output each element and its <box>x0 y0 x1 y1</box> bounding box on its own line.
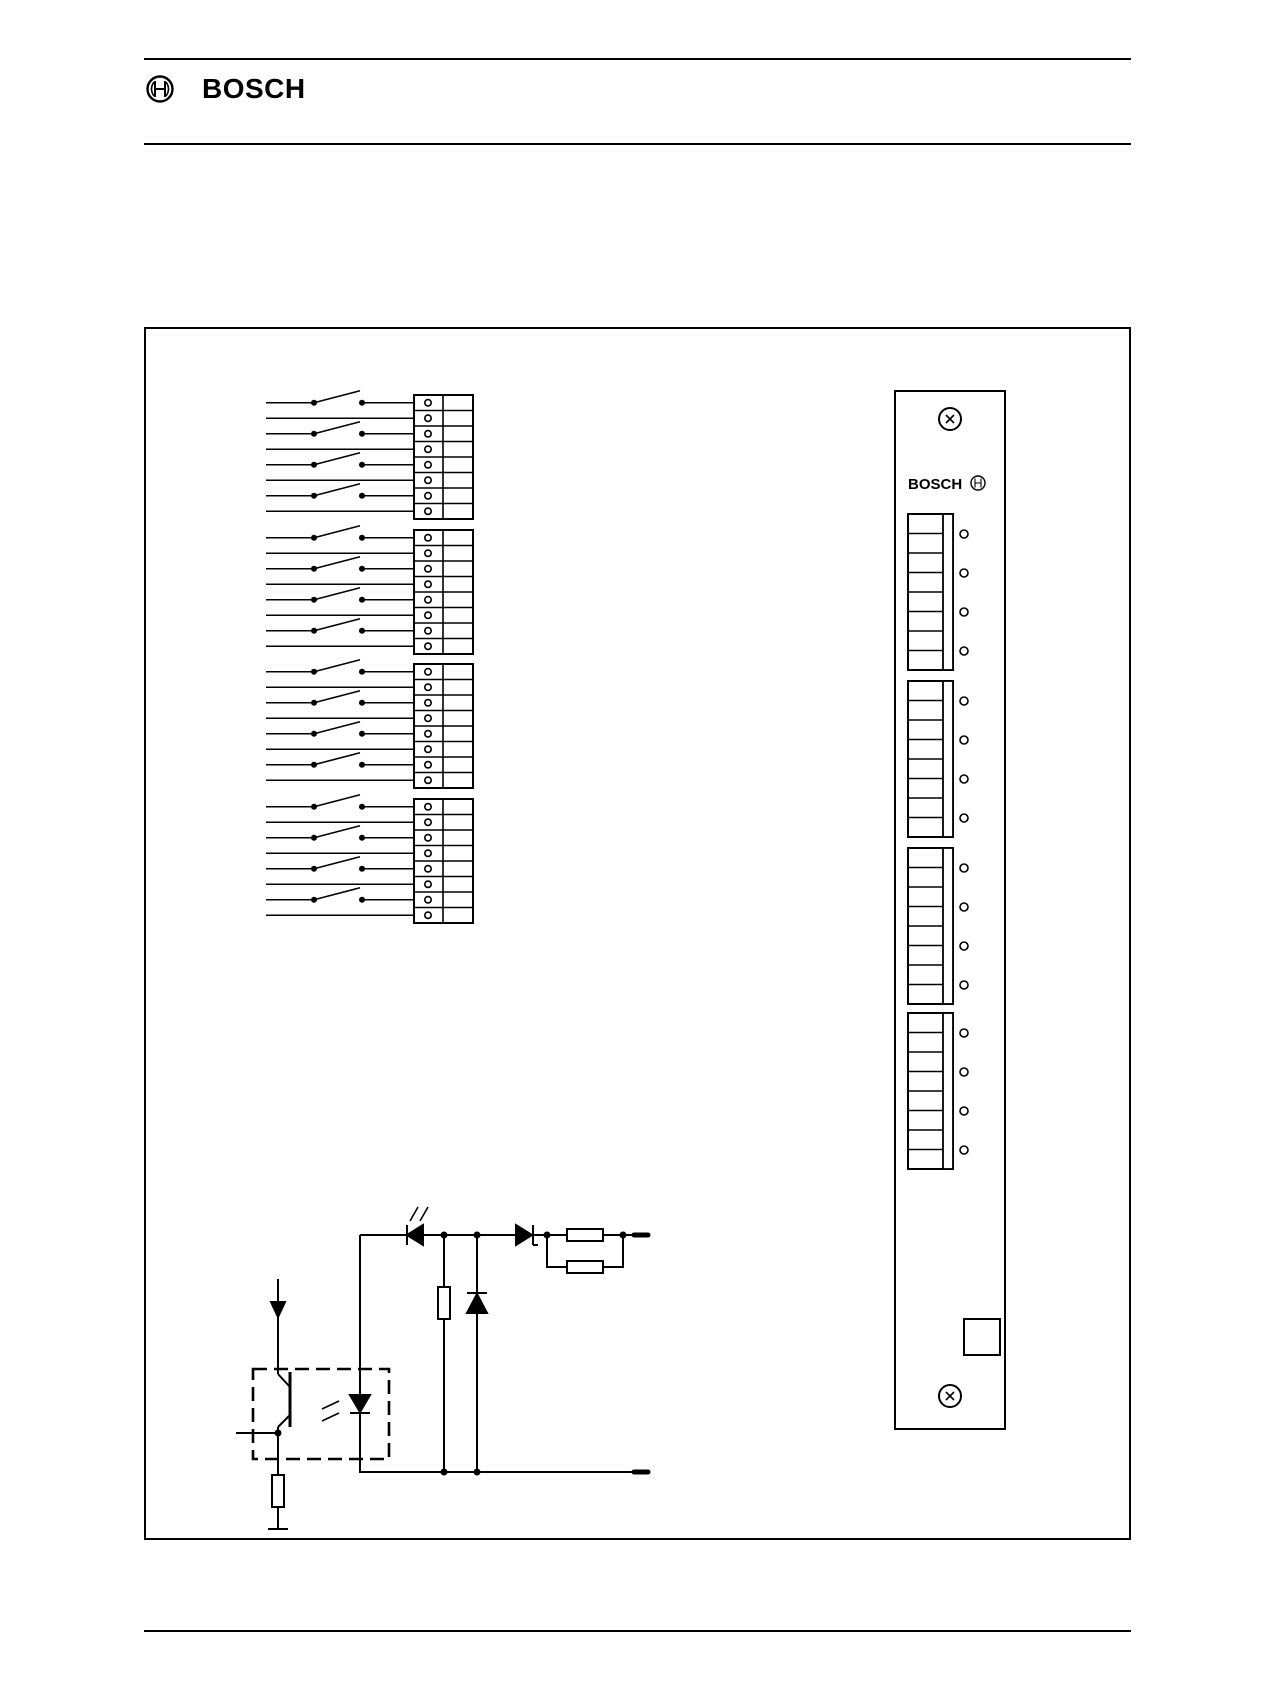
terminal-screw <box>425 746 431 752</box>
contact-blade <box>314 526 360 538</box>
contact-blade <box>314 619 360 631</box>
terminal-block <box>266 526 473 654</box>
terminal-screw <box>425 804 431 810</box>
contact-blade <box>314 826 360 838</box>
ground-symbol <box>268 1507 288 1529</box>
terminal-screw <box>425 597 431 603</box>
contact-blade <box>314 795 360 807</box>
status-led-indicator <box>960 942 968 950</box>
output-node <box>276 1431 281 1436</box>
terminal-screw <box>425 881 431 887</box>
contact-terminal <box>359 835 365 841</box>
terminal-screw <box>425 581 431 587</box>
status-led-indicator <box>960 1146 968 1154</box>
status-led-indicator <box>960 1107 968 1115</box>
terminal-screw <box>425 819 431 825</box>
terminal-screw <box>425 715 431 721</box>
contact-terminal <box>359 669 365 675</box>
connector-latch <box>943 1013 953 1169</box>
status-led-indicator <box>960 775 968 783</box>
terminal-screw <box>425 684 431 690</box>
status-led-indicator <box>960 1068 968 1076</box>
wiring-figure <box>144 327 1131 1540</box>
terminal-block <box>266 391 473 519</box>
terminal-screw <box>425 897 431 903</box>
switch-terminal-blocks <box>266 391 473 923</box>
contact-terminal <box>359 700 365 706</box>
terminal-screw <box>425 762 431 768</box>
terminal-screw <box>425 612 431 618</box>
status-led-indicator <box>960 736 968 744</box>
contact-terminal <box>359 762 365 768</box>
terminal-screw <box>425 628 431 634</box>
phototransistor-collector <box>278 1374 290 1387</box>
contact-terminal <box>359 400 365 406</box>
terminal-screw <box>425 535 431 541</box>
terminal-screw <box>425 669 431 675</box>
terminal-screw <box>425 446 431 452</box>
contact-blade <box>314 588 360 600</box>
optocoupler-input-circuit <box>236 1207 648 1529</box>
header-brand: BOSCH <box>202 73 306 104</box>
contact-terminal <box>359 804 365 810</box>
status-led-indicator <box>960 981 968 989</box>
terminal-screw <box>425 700 431 706</box>
panel-brand: BOSCH <box>908 476 963 493</box>
contact-blade <box>314 484 360 496</box>
connector-latch <box>943 848 953 1004</box>
contact-terminal <box>359 731 365 737</box>
status-led-indicator <box>960 697 968 705</box>
contact-terminal <box>359 493 365 499</box>
connector-latch <box>943 681 953 837</box>
header-top-rule <box>144 58 1131 60</box>
terminal-screw <box>425 731 431 737</box>
status-led-indicator <box>960 647 968 655</box>
terminal-screw <box>425 912 431 918</box>
terminal-screw <box>425 462 431 468</box>
contact-blade <box>314 660 360 672</box>
status-led-indicator <box>960 1029 968 1037</box>
terminal-block <box>266 795 473 923</box>
contact-terminal <box>359 535 365 541</box>
status-led-indicator <box>960 530 968 538</box>
status-led-indicator <box>960 608 968 616</box>
terminal-screw <box>425 550 431 556</box>
terminal-screw <box>425 415 431 421</box>
connector-latch <box>943 514 953 670</box>
contact-terminal <box>359 462 365 468</box>
phototransistor-emitter <box>278 1415 290 1427</box>
terminal-screw <box>425 850 431 856</box>
status-led-arrows <box>410 1207 428 1221</box>
header-logo <box>145 74 305 104</box>
contact-blade <box>314 391 360 403</box>
terminal-block <box>266 660 473 788</box>
terminal-screw <box>425 835 431 841</box>
status-led-indicator <box>960 814 968 822</box>
contact-blade <box>314 453 360 465</box>
terminal-screw <box>425 566 431 572</box>
header-bottom-rule <box>144 143 1131 145</box>
terminal-screw <box>425 493 431 499</box>
terminal-screw <box>425 866 431 872</box>
status-led <box>407 1225 423 1245</box>
input-led <box>350 1395 370 1412</box>
contact-terminal <box>359 431 365 437</box>
contact-blade <box>314 753 360 765</box>
terminal-screw <box>425 431 431 437</box>
status-led-indicator <box>960 864 968 872</box>
terminal-screw <box>425 400 431 406</box>
module-front-panel <box>895 391 1005 1429</box>
contact-blade <box>314 691 360 703</box>
contact-blade <box>314 557 360 569</box>
series-resistor-bottom <box>567 1261 603 1273</box>
contact-blade <box>314 422 360 434</box>
terminal-screw <box>425 643 431 649</box>
bosch-armature-seal-icon <box>145 74 175 104</box>
supply-arrow <box>271 1302 285 1317</box>
contact-blade <box>314 857 360 869</box>
parallel-branch <box>547 1235 623 1267</box>
series-diode <box>516 1225 532 1245</box>
contact-blade <box>314 722 360 734</box>
led-light-arrows <box>322 1401 339 1421</box>
contact-terminal <box>359 866 365 872</box>
contact-terminal <box>359 897 365 903</box>
series-resistor-top <box>567 1229 603 1241</box>
contact-terminal <box>359 566 365 572</box>
contact-terminal <box>359 628 365 634</box>
terminal-screw <box>425 777 431 783</box>
shunt-resistor <box>438 1287 450 1319</box>
status-led-indicator <box>960 903 968 911</box>
terminal-screw <box>425 477 431 483</box>
contact-blade <box>314 888 360 900</box>
protection-diode <box>467 1294 487 1313</box>
status-led-indicator <box>960 569 968 577</box>
emitter-resistor <box>272 1475 284 1507</box>
contact-terminal <box>359 597 365 603</box>
wiring-figure-drawing <box>144 327 1131 1540</box>
footer-rule <box>144 1630 1131 1632</box>
terminal-screw <box>425 508 431 514</box>
